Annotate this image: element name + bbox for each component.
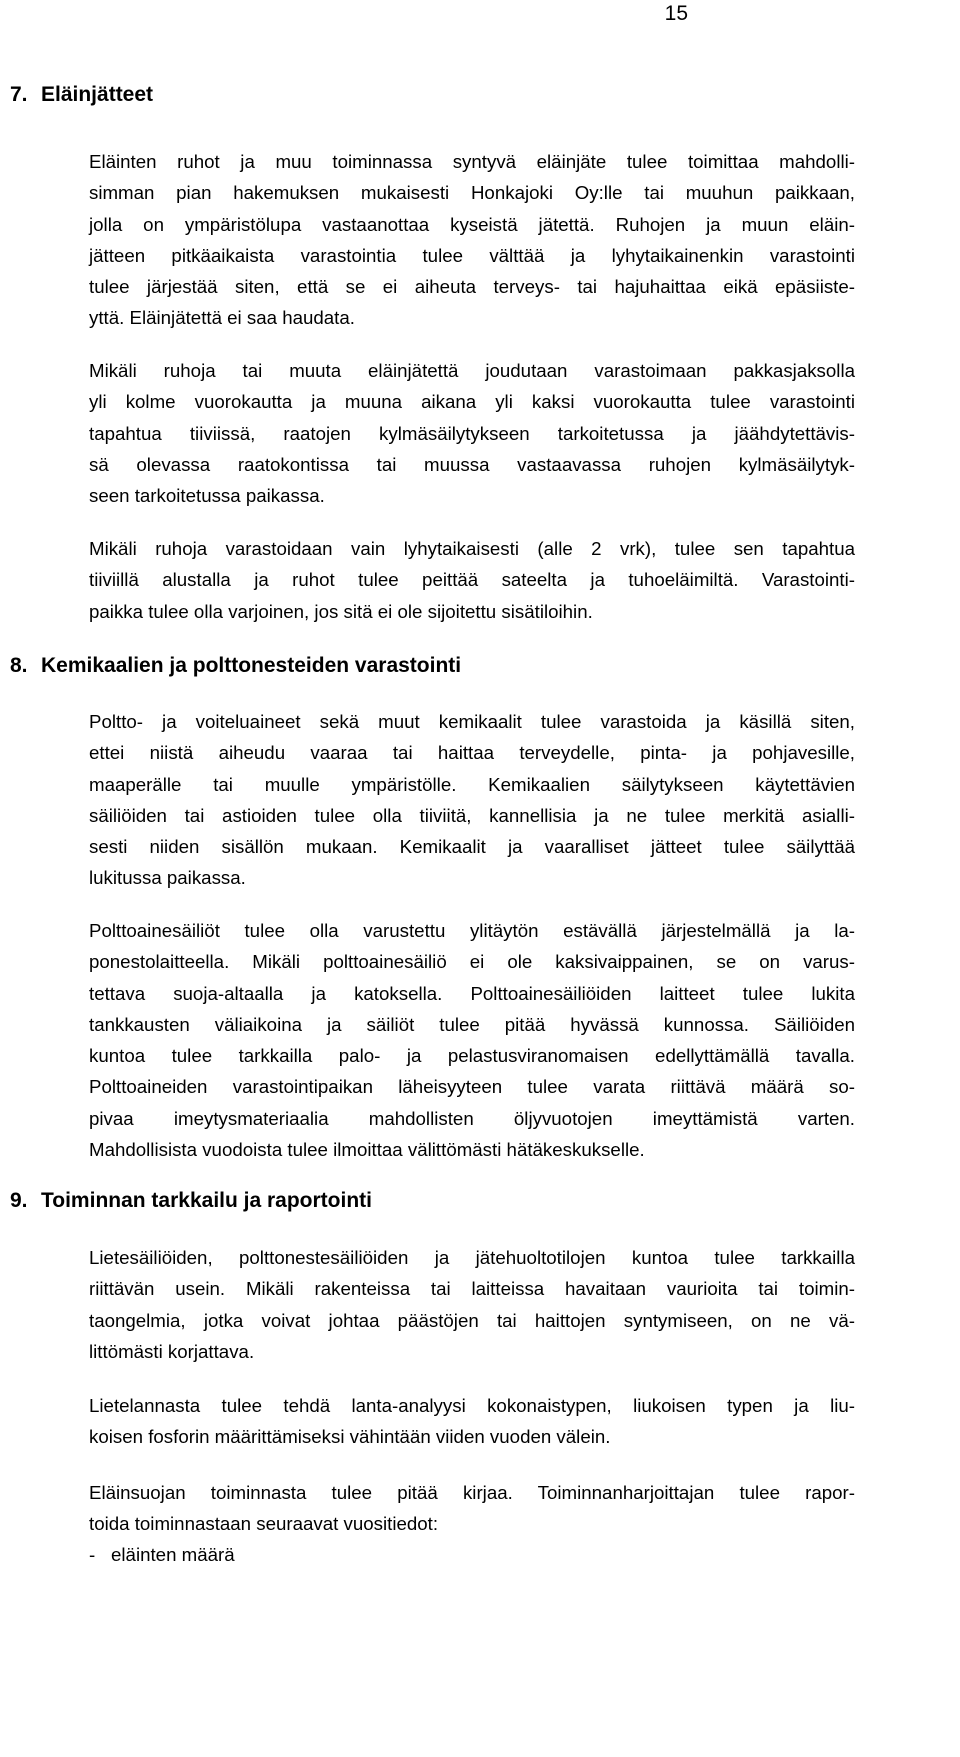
section-heading-9 xyxy=(10,1188,372,1214)
text-line: ettei niistä aiheudu vaaraa tai haittaa terveydelle, pinta- ja pohjavesille, xyxy=(89,742,855,764)
paragraph xyxy=(89,1477,855,1540)
section-number: 7. xyxy=(10,83,28,106)
text-line: Polttoainesäiliöt tulee olla varustettu ylitäytön estävällä järjestelmällä ja la- xyxy=(89,920,855,941)
text-line: tettava suoja-altaalla ja katoksella. Polttoainesäiliöiden laitteet tulee lukita xyxy=(89,982,855,1004)
text-line: littömästi korjattava. xyxy=(89,1340,255,1362)
paragraph xyxy=(89,355,855,511)
paragraph xyxy=(89,706,855,894)
list-bullet: - xyxy=(89,1544,96,1565)
text-line: paikka tulee olla varjoinen, jos sitä ei ole sijoitettu sisätiloihin. xyxy=(89,600,593,622)
text-line: Eläinsuojan toiminnasta tulee pitää kirjaa. Toiminnanharjoittajan tulee rapor- xyxy=(89,1482,855,1503)
text-line: lukitussa paikassa. xyxy=(89,867,246,889)
section-heading-8 xyxy=(10,653,461,679)
section-number: 9. xyxy=(10,1189,28,1212)
page-number: 15 xyxy=(664,2,688,25)
text-line: Eläinten ruhot ja muu toiminnassa syntyvä eläinjäte tulee toimittaa mahdolli- xyxy=(89,151,855,172)
list-item xyxy=(89,1539,235,1570)
section-number: 8. xyxy=(10,654,28,677)
text-line: säiliöiden tai astioiden tulee olla tiiviitä, kannellisia ja ne tulee merkitä asialli- xyxy=(89,804,855,826)
text-line: maaperälle tai muulle ympäristölle. Kemikaalien säilytykseen käytettävien xyxy=(89,773,855,795)
text-line: yttä. Eläinjätettä ei saa haudata. xyxy=(89,307,355,329)
paragraph xyxy=(89,1390,855,1453)
text-line: Mahdollisista vuodoista tulee ilmoittaa välittömästi hätäkeskukselle. xyxy=(89,1139,645,1161)
list-item-text: eläinten määrä xyxy=(111,1544,235,1565)
text-line: tankkausten väliaikoina ja säiliöt tulee pitää hyvässä kunnossa. Säiliöiden xyxy=(89,1013,855,1035)
section-title: Kemikaalien ja polttonesteiden varastointi xyxy=(41,654,462,677)
section-title: Toiminnan tarkkailu ja raportointi xyxy=(41,1189,372,1212)
text-line: seen tarkoitetussa paikassa. xyxy=(89,485,325,507)
text-line: tapahtua tiiviissä, raatojen kylmäsäilytykseen tarkoitetussa ja jäähdytettävis- xyxy=(89,422,855,444)
text-line: jolla on ympäristölupa vastaanottaa kyseistä jätettä. Ruhojen ja muun eläin- xyxy=(89,213,855,235)
text-line: taongelmia, jotka voivat johtaa päästöjen tai haittojen syntymiseen, on ne vä- xyxy=(89,1309,855,1331)
text-line: Lietelannasta tulee tehdä lanta-analyysi kokonaistypen, liukoisen typen ja liu- xyxy=(89,1395,855,1416)
text-line: pivaa imeytysmateriaalia mahdollisten öljyvuotojen imeyttämistä varten. xyxy=(89,1107,855,1129)
text-line: yli kolme vuorokautta ja muuna aikana yli kaksi vuorokautta tulee varastointi xyxy=(89,391,855,413)
paragraph xyxy=(89,915,855,1165)
text-line: sä olevassa raatokontissa tai muussa vastaavassa ruhojen kylmäsäilytyk- xyxy=(89,453,855,475)
text-line: tulee järjestää siten, että se ei aiheuta terveys- tai hajuhaittaa eikä epäsiiste- xyxy=(89,276,855,298)
text-line: tiiviillä alustalla ja ruhot tulee peittää sateelta ja tuhoeläimiltä. Varastointi- xyxy=(89,569,855,591)
text-line: Polttoaineiden varastointipaikan läheisyyteen tulee varata riittävä määrä so- xyxy=(89,1076,855,1098)
text-line: simman pian hakemuksen mukaisesti Honkajoki Oy:lle tai muuhun paikkaan, xyxy=(89,182,855,204)
text-line: toida toiminnastaan seuraavat vuositiedot: xyxy=(89,1513,439,1535)
text-line: Poltto- ja voiteluaineet sekä muut kemikaalit tulee varastoida ja käsillä siten, xyxy=(89,711,855,732)
paragraph xyxy=(89,1242,855,1367)
text-line: sesti niiden sisällön mukaan. Kemikaalit ja vaaralliset jätteet tulee säilyttää xyxy=(89,836,855,858)
text-line: kuntoa tulee tarkkailla palo- ja pelastusviranomaisen edellyttämällä tavalla. xyxy=(89,1045,855,1067)
section-heading-7 xyxy=(10,82,153,108)
text-line: Mikäli ruhoja varastoidaan vain lyhytaikaisesti (alle 2 vrk), tulee sen tapahtua xyxy=(89,538,855,559)
paragraph xyxy=(89,146,855,334)
text-line: Mikäli ruhoja tai muuta eläinjätettä joudutaan varastoimaan pakkasjaksolla xyxy=(89,360,855,381)
text-line: koisen fosforin määrittämiseksi vähintään viiden vuoden välein. xyxy=(89,1426,611,1448)
text-line: jätteen pitkäaikaista varastointia tulee välttää ja lyhytaikainenkin varastointi xyxy=(89,244,855,266)
text-line: ponestolaitteella. Mikäli polttoainesäiliö ei ole kaksivaippainen, se on varus- xyxy=(89,951,855,973)
section-title: Eläinjätteet xyxy=(41,83,154,106)
text-line: Lietesäiliöiden, polttonestesäiliöiden ja jätehuoltotilojen kuntoa tulee tarkkailla xyxy=(89,1247,855,1268)
paragraph xyxy=(89,533,855,627)
text-line: riittävän usein. Mikäli rakenteissa tai laitteissa havaitaan vaurioita tai toimin- xyxy=(89,1278,855,1300)
